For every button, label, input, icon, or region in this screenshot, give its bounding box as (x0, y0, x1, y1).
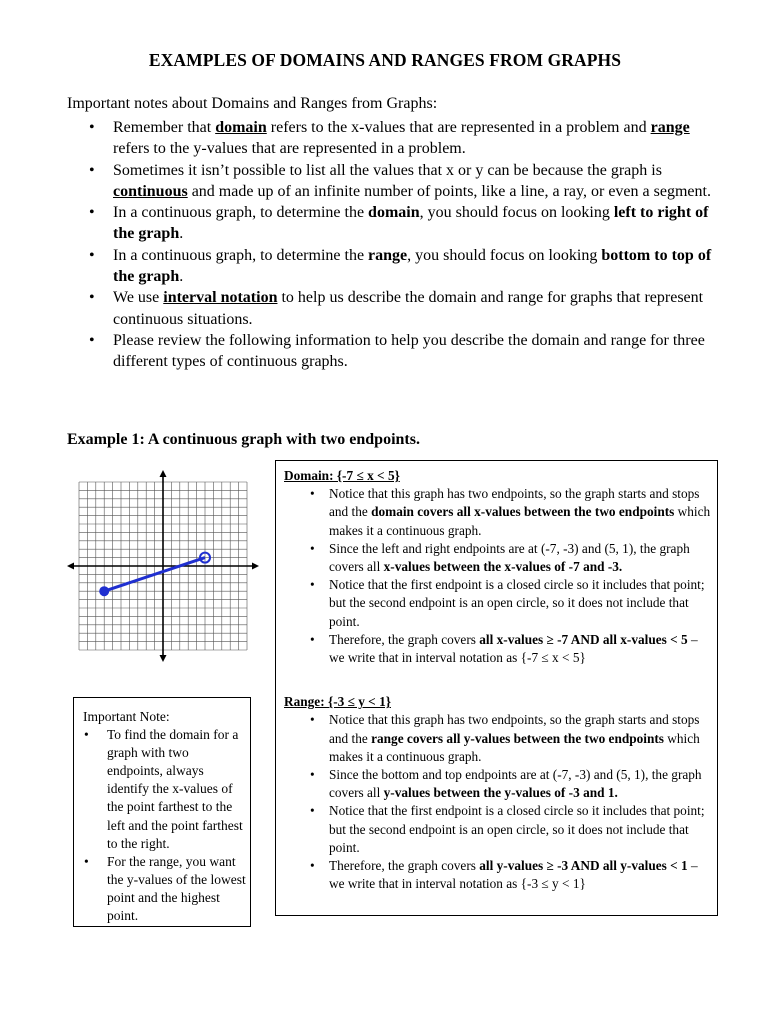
list-item: • Therefore, the graph covers all y-values ≥ -3 AND all y-values < 1 – we write that in interval notation as {-3 ≤ y < 1} (310, 858, 698, 892)
list-item: • Notice that the first endpoint is a closed circle so it includes that point; but the second endpoint is an open circle, so it does not include that point. (310, 577, 705, 629)
bullet-icon: • (84, 727, 89, 743)
bullet-icon: • (310, 577, 315, 593)
bullet-icon: • (84, 853, 89, 869)
bullet-icon: • (89, 289, 95, 307)
bullet-icon: • (310, 712, 315, 728)
range-heading: Range: {-3 ≤ y < 1} (284, 694, 391, 710)
bullet-icon: • (89, 246, 95, 264)
list-item: • Notice that the first endpoint is a closed circle so it includes that point; but the second endpoint is an open circle, so it does not include that point. (310, 803, 705, 855)
list-item: • To find the domain for a graph with two endpoints, always identify the x-values of the point farthest to the left and the point farthest to the right. (84, 727, 243, 851)
x-axis-right-arrow-icon (252, 563, 259, 570)
list-item: • Notice that this graph has two endpoints, so the graph starts and stops and the range covers all y-values between the two endpoints which makes it a continuous graph. (310, 712, 700, 764)
domain-list (284, 485, 711, 667)
bullet-icon: • (310, 631, 315, 647)
x-axis-left-arrow-icon (67, 563, 74, 570)
important-notes-list (88, 117, 718, 373)
bullet-icon: • (310, 858, 315, 874)
list-item: • We use interval notation to help us describe the domain and range for graphs that represent continuous situations. (89, 289, 704, 328)
intro-text: Important notes about Domains and Ranges from Graphs: (67, 95, 438, 112)
list-item: • Since the bottom and top endpoints are at (-7, -3) and (5, 1), the graph covers all y-values between the y-values of -3 and 1. (310, 767, 702, 801)
y-axis-down-arrow-icon (160, 655, 167, 662)
list-item: • Therefore, the graph covers all x-values ≥ -7 AND all x-values < 5 – we write that in interval notation as {-7 ≤ x < 5} (310, 631, 698, 666)
domain-range-box (275, 460, 718, 916)
bullet-icon: • (310, 803, 315, 819)
list-item: • Notice that this graph has two endpoints, so the graph starts and stops and the domain covers all x-values between the two endpoints which makes it a continuous graph. (310, 486, 711, 538)
list-item: • Remember that domain refers to the x-values that are represented in a problem and range refers to the y-values that are represented in a problem. (89, 119, 690, 158)
important-note-box (73, 697, 251, 927)
bullet-icon: • (310, 486, 315, 502)
y-axis-up-arrow-icon (160, 470, 167, 477)
domain-heading: Domain: {-7 ≤ x < 5} (284, 468, 400, 483)
page-title: EXAMPLES OF DOMAINS AND RANGES FROM GRAPHS (148, 50, 622, 70)
list-item: • Since the left and right endpoints are at (-7, -3) and (5, 1), the graph covers all x-values between the x-values of -7 and -3. (310, 540, 690, 575)
bullet-icon: • (310, 767, 315, 783)
bullet-icon: • (89, 331, 95, 349)
bullet-icon: • (89, 204, 95, 222)
list-item: • For the range, you want the y-values of the lowest point and the highest point. (84, 853, 246, 924)
example-title: Example 1: A continuous graph with two endpoints. (67, 431, 420, 448)
list-item: • Please review the following information to help you describe the domain and range for three different types of continuous graphs. (89, 331, 705, 371)
list-item: • In a continuous graph, to determine the range, you should focus on looking bottom to top of the graph. (89, 246, 712, 286)
range-list (284, 711, 711, 893)
bullet-icon: • (89, 119, 95, 136)
important-note-heading: Important Note: (83, 709, 170, 724)
coordinate-graph (67, 470, 259, 662)
list-item: • In a continuous graph, to determine the domain, you should focus on looking left to right of the graph. (89, 204, 709, 243)
bullet-icon: • (89, 161, 95, 179)
list-item: • Sometimes it isn’t possible to list all the values that x or y can be because the graph is continuous and made up of an infinite number of points, like a line, a ray, or even a segment. (89, 161, 711, 200)
closed-endpoint (100, 587, 108, 595)
bullet-icon: • (310, 540, 315, 556)
